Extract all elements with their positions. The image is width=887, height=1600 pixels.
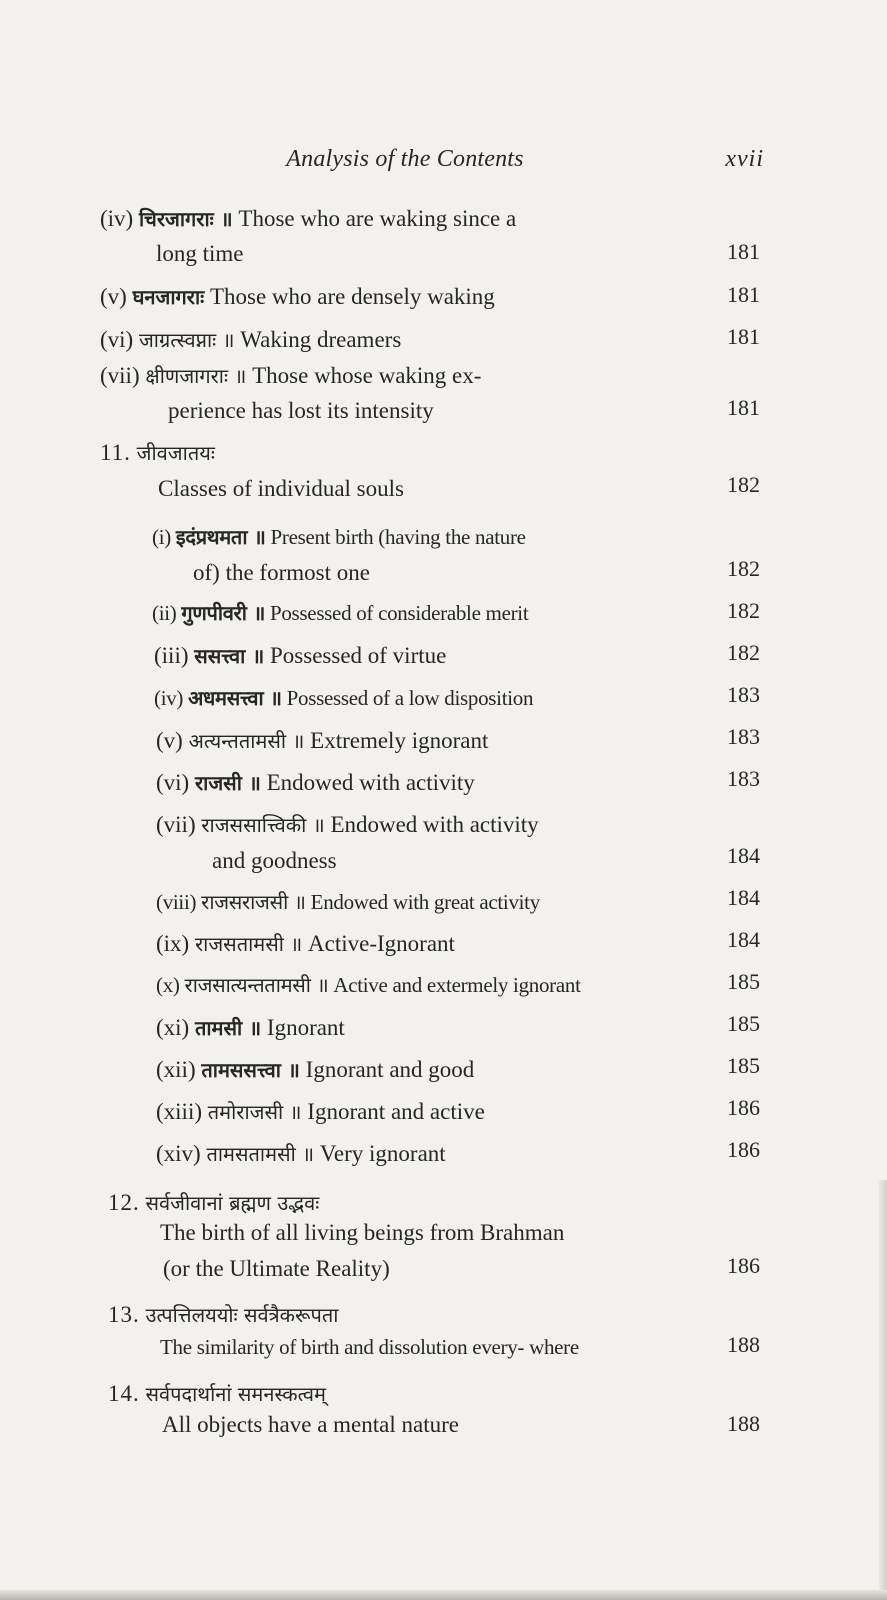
page-reference: 185 <box>727 969 760 994</box>
page-reference: 182 <box>727 556 760 581</box>
toc-entry-line <box>156 888 540 916</box>
toc-entry-line <box>156 727 488 755</box>
sanskrit-heading: राजसराजसी ॥ <box>201 890 306 914</box>
sanskrit-heading: सर्वजीवानां ब्रह्मण उद्भवः <box>145 1191 320 1215</box>
sanskrit-heading: जाग्रत्स्वप्नाः ॥ <box>138 328 235 352</box>
section-number: 11. <box>100 440 131 465</box>
entry-number: (vi) <box>100 327 134 352</box>
sanskrit-heading: उत्पत्तिलययोः सर्वत्रैकरूपता <box>145 1303 339 1327</box>
sanskrit-heading: राजसतामसी ॥ <box>194 932 303 956</box>
sanskrit-heading: जीवजातयः <box>136 441 215 465</box>
sanskrit-heading: अधमसत्त्वा ॥ <box>188 686 282 710</box>
section-number: 12. <box>108 1190 140 1215</box>
running-header-page-number: xvii <box>725 146 764 172</box>
toc-entry-line <box>100 205 516 233</box>
toc-entry-line <box>156 811 539 839</box>
english-heading: Present birth (having the nature <box>270 525 526 549</box>
toc-entry-line <box>156 1056 474 1084</box>
sanskrit-heading: तमोराजसी ॥ <box>207 1100 302 1124</box>
page-reference: 186 <box>727 1253 760 1278</box>
entry-number: (v) <box>100 284 127 309</box>
page-bottom-edge <box>0 1590 887 1600</box>
english-heading: Possessed of a low disposition <box>286 686 534 710</box>
toc-entry-line <box>100 283 495 311</box>
sanskrit-heading: राजससात्त्विकी ॥ <box>201 813 325 837</box>
entry-number: (vi) <box>156 770 190 795</box>
english-heading: The birth of all living beings from Brahman <box>160 1220 565 1245</box>
running-header-title: Analysis of the Contents <box>286 146 524 172</box>
english-heading-continued: long time <box>156 241 244 266</box>
page-reference: 185 <box>727 1053 760 1078</box>
toc-entry-line <box>100 362 481 390</box>
english-heading: Ignorant and good <box>305 1057 475 1082</box>
toc-entry-line <box>156 1098 485 1126</box>
english-heading: Those whose waking ex- <box>252 363 482 388</box>
english-heading: Very ignorant <box>319 1141 446 1166</box>
toc-section-line <box>108 1189 319 1217</box>
english-heading: Endowed with activity <box>330 812 539 837</box>
entry-number: (v) <box>156 728 183 753</box>
page-edge-shadow <box>879 1180 887 1600</box>
entry-number: (ix) <box>156 931 190 956</box>
page-reference: 184 <box>727 885 760 910</box>
entry-number: (xiii) <box>156 1099 202 1124</box>
english-heading: The similarity of birth and dissolution every- where <box>160 1335 579 1359</box>
page-reference: 188 <box>727 1332 760 1357</box>
sanskrit-heading: तामसी ॥ <box>194 1016 262 1040</box>
page-reference: 184 <box>727 843 760 868</box>
toc-entry-line <box>154 684 533 712</box>
page-reference: 183 <box>727 682 760 707</box>
entry-number: (xiv) <box>156 1141 201 1166</box>
sanskrit-heading: ससत्त्वा ॥ <box>194 644 265 668</box>
toc-section-line <box>108 1301 338 1329</box>
sanskrit-heading: चिरजागराः ॥ <box>138 207 233 231</box>
toc-entry-line <box>154 642 446 670</box>
entry-number: (iii) <box>154 643 189 668</box>
section-number: 14. <box>108 1381 140 1406</box>
entry-number: (vii) <box>156 812 196 837</box>
toc-section-line <box>108 1380 326 1408</box>
toc-entry-line <box>156 1140 446 1168</box>
page-reference: 182 <box>727 472 760 497</box>
sanskrit-heading: तामससत्त्वा ॥ <box>201 1058 300 1082</box>
english-heading: Extremely ignorant <box>310 728 489 753</box>
entry-number: (ii) <box>152 601 177 625</box>
english-heading: Those who are waking since a <box>238 206 517 231</box>
entry-number: (x) <box>156 973 180 997</box>
english-heading: Possessed of considerable merit <box>269 601 529 625</box>
toc-entry-line <box>152 599 528 627</box>
english-heading: Waking dreamers <box>240 327 402 352</box>
english-heading: Active-Ignorant <box>308 931 455 956</box>
sanskrit-heading: सर्वपदार्थानां समनस्कत्वम् <box>145 1382 326 1406</box>
entry-number: (xii) <box>156 1057 196 1082</box>
section-number: 13. <box>108 1302 140 1327</box>
english-heading: Endowed with great activity <box>310 890 540 914</box>
page-reference: 185 <box>727 1011 760 1036</box>
page-reference: 181 <box>727 395 760 420</box>
sanskrit-heading: राजसी ॥ <box>194 771 261 795</box>
toc-entry-line <box>100 326 401 354</box>
sanskrit-heading: राजसात्यन्ततामसी ॥ <box>184 973 329 997</box>
english-heading: Those who are densely waking <box>209 284 495 309</box>
page-reference: 184 <box>727 927 760 952</box>
sanskrit-heading: इदंप्रथमता ॥ <box>175 525 266 549</box>
page-reference: 186 <box>727 1137 760 1162</box>
english-heading-continued: of) the formost one <box>193 560 370 585</box>
sanskrit-heading: क्षीणजागराः ॥ <box>145 364 247 388</box>
english-heading: Endowed with activity <box>266 770 475 795</box>
page-reference: 188 <box>727 1411 760 1436</box>
sanskrit-heading: अत्यन्ततामसी ॥ <box>188 729 305 753</box>
toc-entry-line <box>156 971 581 999</box>
toc-entry-line <box>152 523 526 551</box>
english-heading-continued: perience has lost its intensity <box>168 398 434 423</box>
page-reference: 186 <box>727 1095 760 1120</box>
sanskrit-heading: गुणपीवरी ॥ <box>181 601 266 625</box>
entry-number: (vii) <box>100 363 140 388</box>
page-reference: 182 <box>727 598 760 623</box>
entry-number: (iv) <box>154 686 184 710</box>
page-reference: 181 <box>727 324 760 349</box>
page-reference: 183 <box>727 766 760 791</box>
english-heading-continued: (or the Ultimate Reality) <box>163 1256 390 1281</box>
toc-entry-line <box>156 769 475 797</box>
sanskrit-heading: तामसतामसी ॥ <box>206 1142 315 1166</box>
page-reference: 181 <box>727 282 760 307</box>
entry-number: (xi) <box>156 1015 190 1040</box>
toc-entry-line <box>156 1014 345 1042</box>
english-heading: Classes of individual souls <box>158 476 404 501</box>
english-heading-continued: and goodness <box>212 848 337 873</box>
english-heading: All objects have a mental nature <box>162 1412 459 1437</box>
sanskrit-heading: घनजागराः <box>132 285 205 309</box>
english-heading: Ignorant and active <box>307 1099 485 1124</box>
page-reference: 181 <box>727 239 760 264</box>
entry-number: (iv) <box>100 206 134 231</box>
entry-number: (viii) <box>156 890 197 914</box>
english-heading: Possessed of virtue <box>270 643 447 668</box>
english-heading: Ignorant <box>266 1015 345 1040</box>
toc-entry-line <box>156 930 455 958</box>
english-heading: Active and extermely ignorant <box>333 973 581 997</box>
page-reference: 182 <box>727 640 760 665</box>
toc-section-line <box>100 439 215 467</box>
entry-number: (i) <box>152 525 171 549</box>
page-reference: 183 <box>727 724 760 749</box>
